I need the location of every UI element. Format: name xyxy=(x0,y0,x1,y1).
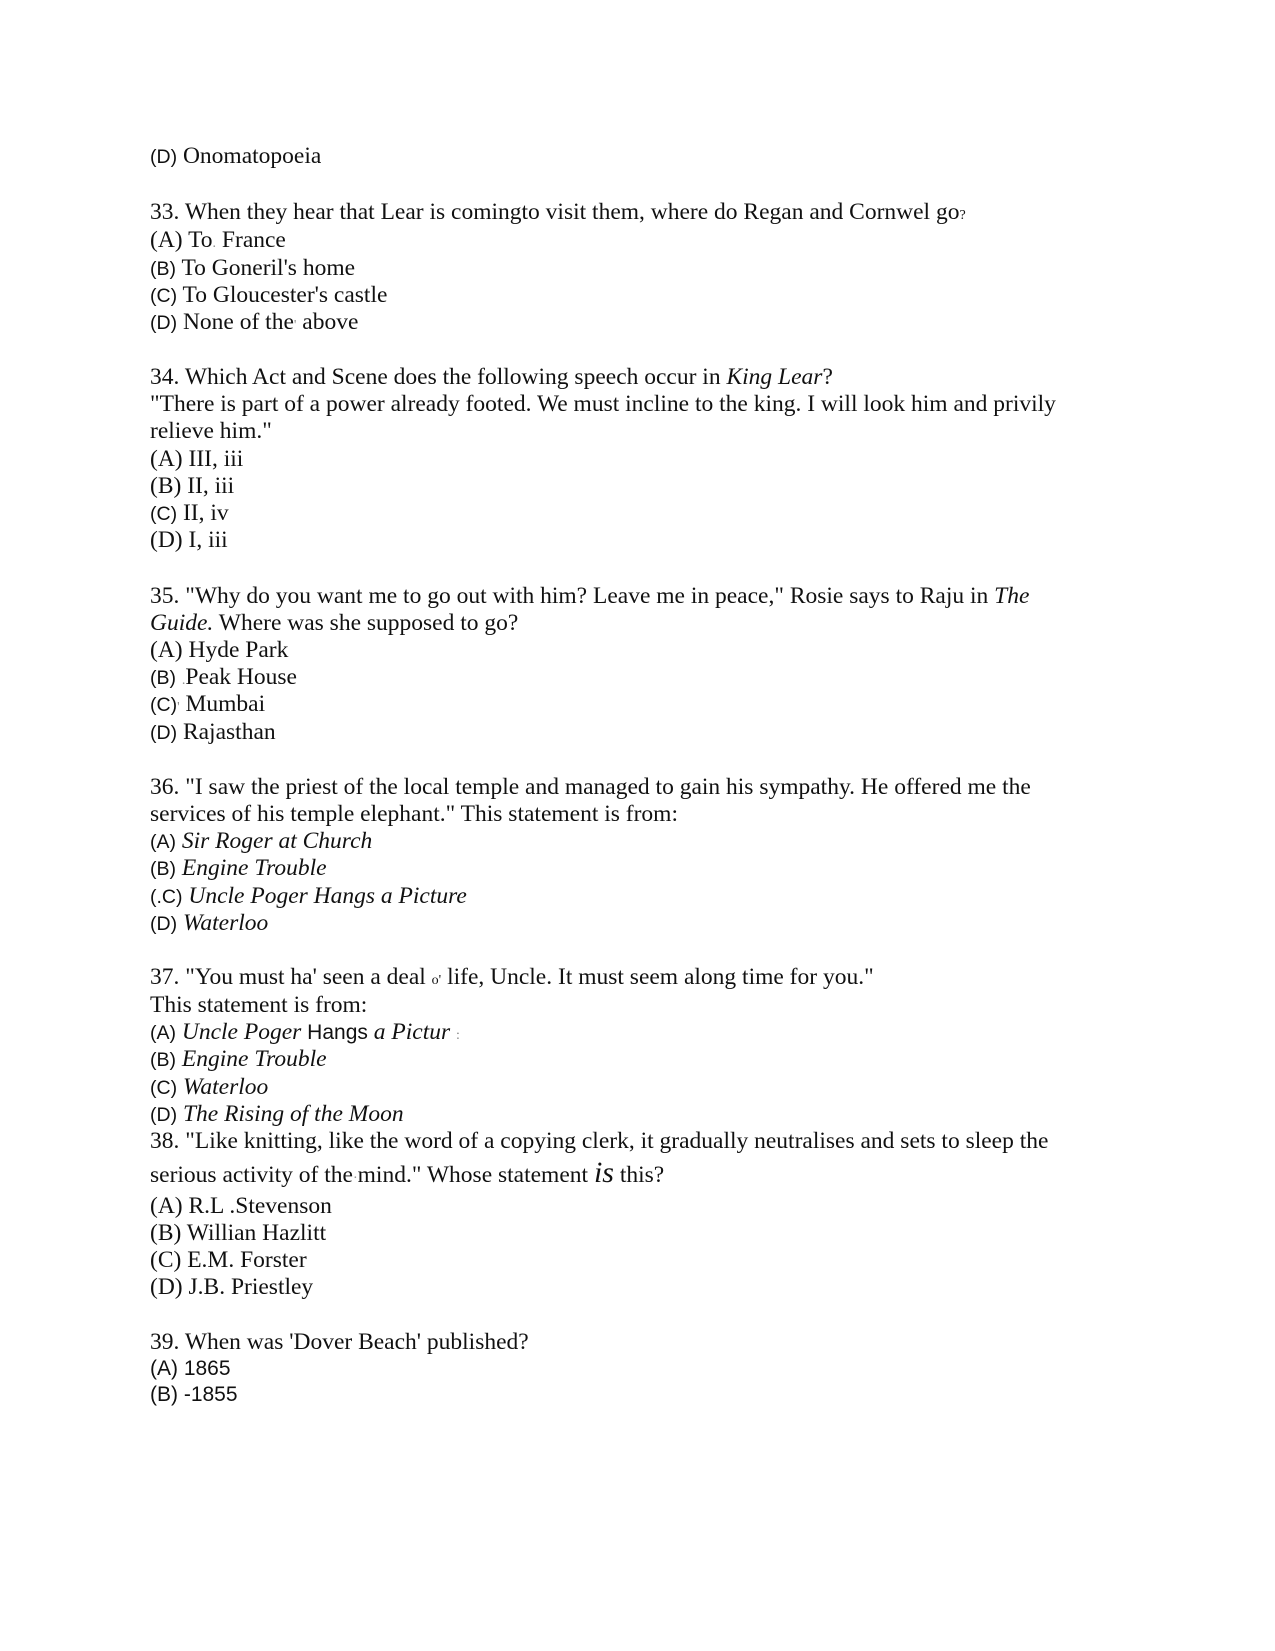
q37-option-b: (B) Engine Trouble xyxy=(150,1046,327,1072)
q37-option-d: (D) The Rising of the Moon xyxy=(150,1101,404,1127)
q34-option-c: (C) II, iv xyxy=(150,500,229,526)
q35-option-c: (C)' Mumbai xyxy=(150,691,266,717)
q36-option-a: (A) Sir Roger at Church xyxy=(150,828,373,854)
question-35-line-2: Guide. Where was she supposed to go? xyxy=(150,610,519,636)
question-39: 39. When was 'Dover Beach' published? xyxy=(150,1329,529,1355)
q34-option-d: (D) I, iii xyxy=(150,527,228,553)
q33-option-a: (A) To. France xyxy=(150,227,286,253)
q35-option-d: (D) Rajasthan xyxy=(150,719,276,745)
q34-quote-line-2: relieve him." xyxy=(150,418,272,444)
question-38-line-2: serious activity of the·mind." Whose statement is this? xyxy=(150,1156,665,1189)
q36-option-d: (D) Waterloo xyxy=(150,910,269,936)
question-36-line-2: services of his temple elephant." This statement is from: xyxy=(150,801,678,827)
q39-option-b: (B) -1855 xyxy=(150,1383,238,1406)
question-37-line-2: This statement is from: xyxy=(150,992,368,1018)
q38-option-a: (A) R.L .Stevenson xyxy=(150,1193,332,1219)
q39-option-a: (A) 1865 xyxy=(150,1357,231,1380)
q38-option-d: (D) J.B. Priestley xyxy=(150,1274,314,1300)
q37-option-a: (A) Uncle Poger Hangs a Pictur : xyxy=(150,1019,460,1045)
q34-option-a: (A) III, iii xyxy=(150,446,244,472)
q34-quote-line-1: "There is part of a power already footed. We must incline to the king. I will look him and privily xyxy=(150,391,1056,417)
q37-option-c: (C) Waterloo xyxy=(150,1074,269,1100)
question-37-line-1: 37. "You must ha' seen a deal o' life, Uncle. It must seem along time for you." xyxy=(150,964,874,990)
q33-option-d: (D) None of the' above xyxy=(150,309,359,335)
question-33: 33. When they hear that Lear is comingto visit them, where do Regan and Cornwel go? xyxy=(150,199,966,225)
q35-option-a: (A) Hyde Park xyxy=(150,637,289,663)
q38-option-b: (B) Willian Hazlitt xyxy=(150,1220,327,1246)
question-36-line-1: 36. "I saw the priest of the local temple and managed to gain his sympathy. He offered me the xyxy=(150,774,1031,800)
q34-option-b: (B) II, iii xyxy=(150,473,235,499)
question-34: 34. Which Act and Scene does the following speech occur in King Lear? xyxy=(150,364,833,390)
q35-option-b: (B) .Peak House xyxy=(150,664,297,690)
question-35-line-1: 35. "Why do you want me to go out with him? Leave me in peace," Rosie says to Raju in The xyxy=(150,583,1030,609)
q36-option-b: (B) Engine Trouble xyxy=(150,855,327,881)
q38-option-c: (C) E.M. Forster xyxy=(150,1247,307,1273)
question-38-line-1: 38. "Like knitting, like the word of a copying clerk, it gradually neutralises and sets to sleep the xyxy=(150,1128,1049,1154)
q33-option-c: (C) To Gloucester's castle xyxy=(150,282,388,308)
option-d-previous: (D) Onomatopoeia xyxy=(150,143,322,169)
q36-option-c: (.C) Uncle Poger Hangs a Picture xyxy=(150,883,467,909)
q33-option-b: (B) To Goneril's home xyxy=(150,255,356,281)
